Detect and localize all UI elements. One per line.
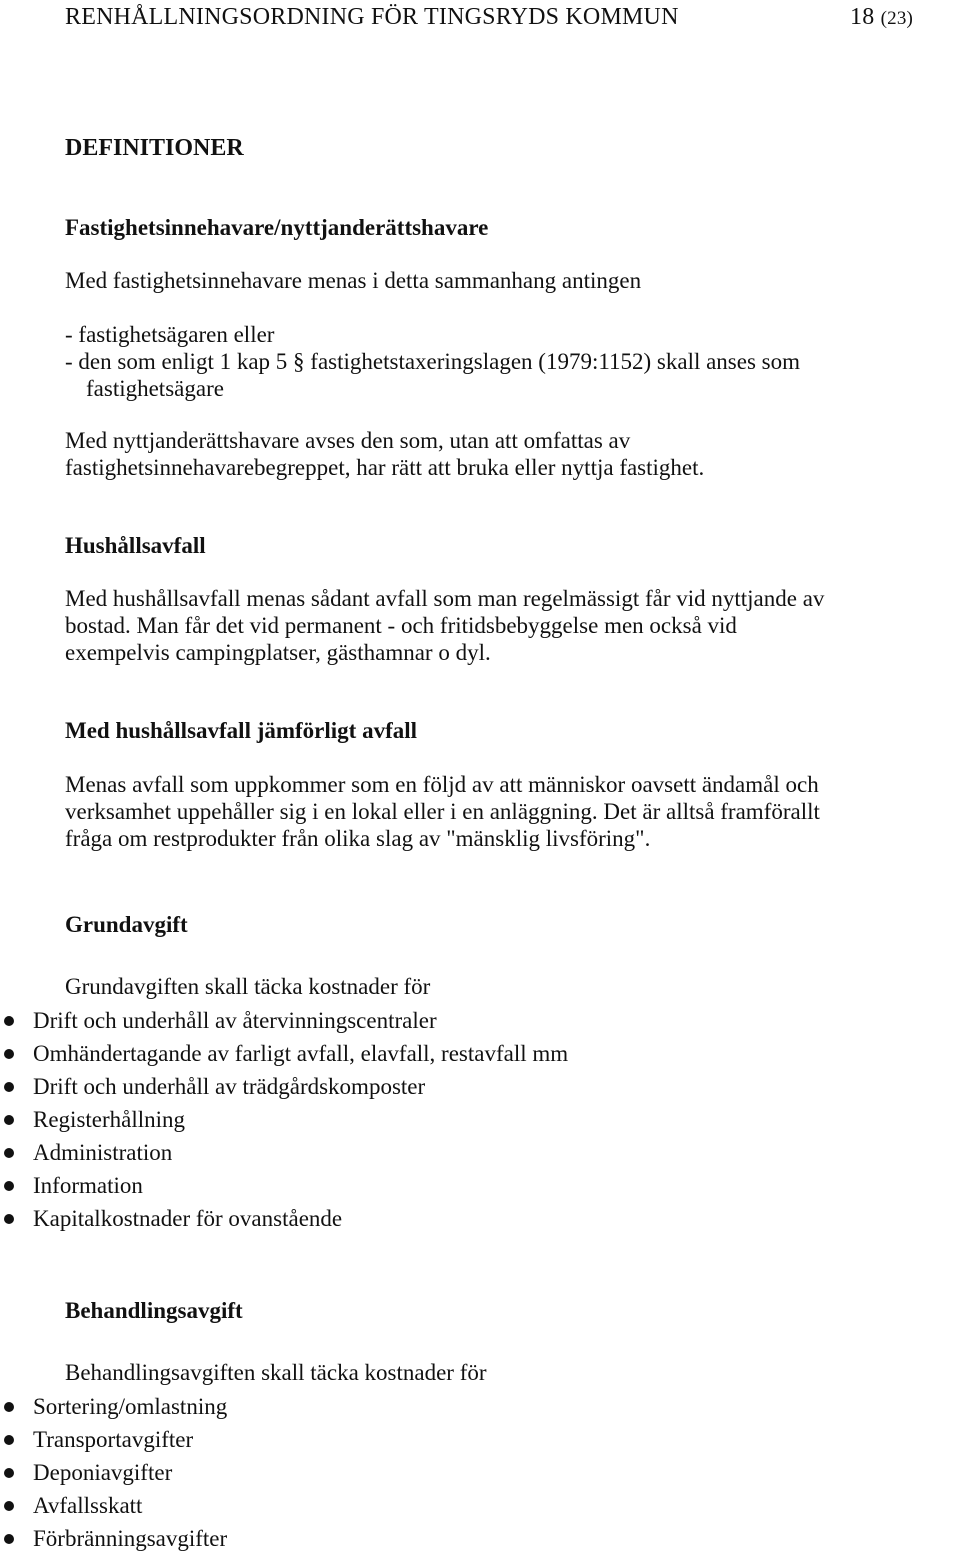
page-total: (23) — [880, 8, 914, 29]
bullet-icon — [4, 1435, 14, 1445]
page-number — [850, 5, 913, 29]
bullet-icon — [4, 1402, 14, 1412]
section-heading-hushallsavfall: Hushållsavfall — [65, 533, 206, 558]
section-heading-fastighetsinnehavare: Fastighetsinnehavare/nyttjanderättshavare — [65, 215, 489, 240]
paragraph-line: Med hushållsavfall menas sådant avfall som man regelmässigt får vid nyttjande av — [65, 586, 825, 611]
paragraph-line: exempelvis campingplatser, gästhamnar o dyl. — [65, 640, 491, 665]
paragraph-line: fråga om restprodukter från olika slag av "mänsklig livsföring". — [65, 826, 651, 851]
section-intro: Med fastighetsinnehavare menas i detta sammanhang antingen — [65, 268, 642, 293]
list-item: Kapitalkostnader för ovanstående — [33, 1206, 343, 1231]
list-item: - den som enligt 1 kap 5 § fastighetstaxeringslagen (1979:1152) skall anses som — [65, 349, 801, 374]
list-item: Sortering/omlastning — [33, 1394, 228, 1419]
paragraph-line: fastighetsinnehavarebegreppet, har rätt att bruka eller nyttja fastighet. — [65, 455, 705, 480]
list-item: Deponiavgifter — [33, 1460, 173, 1485]
bullet-icon — [4, 1214, 14, 1224]
document-header-title: RENHÅLLNINGSORDNING FÖR TINGSRYDS KOMMUN — [65, 4, 679, 30]
list-item: Drift och underhåll av trädgårdskomposter — [33, 1074, 426, 1099]
page-current: 18 — [850, 4, 875, 30]
section-heading-grundavgift: Grundavgift — [65, 912, 188, 937]
bullet-icon — [4, 1115, 14, 1125]
bullet-icon — [4, 1016, 14, 1026]
bullet-icon — [4, 1534, 14, 1544]
list-item: Information — [33, 1173, 143, 1198]
definitions-heading: DEFINITIONER — [65, 135, 244, 161]
list-item: Transportavgifter — [33, 1427, 194, 1452]
bullet-icon — [4, 1082, 14, 1092]
list-item: Administration — [33, 1140, 173, 1165]
list-item: Avfallsskatt — [33, 1493, 143, 1518]
bullet-icon — [4, 1181, 14, 1191]
paragraph-line: Med nyttjanderättshavare avses den som, utan att omfattas av — [65, 428, 631, 453]
bullet-icon — [4, 1501, 14, 1511]
paragraph-line: bostad. Man får det vid permanent - och fritidsbebyggelse men också vid — [65, 613, 737, 638]
section-intro: Behandlingsavgiften skall täcka kostnader för — [65, 1360, 487, 1385]
list-item: - fastighetsägaren eller — [65, 322, 275, 347]
list-item-continuation: fastighetsägare — [86, 376, 224, 401]
bullet-icon — [4, 1049, 14, 1059]
section-heading-jamforligt-avfall: Med hushållsavfall jämförligt avfall — [65, 718, 418, 743]
section-intro: Grundavgiften skall täcka kostnader för — [65, 974, 431, 999]
bullet-icon — [4, 1148, 14, 1158]
list-item: Registerhållning — [33, 1107, 186, 1132]
list-item: Drift och underhåll av återvinningscentraler — [33, 1008, 437, 1033]
list-item: Omhändertagande av farligt avfall, elavfall, restavfall mm — [33, 1041, 569, 1066]
section-heading-behandlingsavgift: Behandlingsavgift — [65, 1298, 243, 1323]
bullet-icon — [4, 1468, 14, 1478]
paragraph-line: verksamhet uppehåller sig i en lokal eller i en anläggning. Det är alltså framförallt — [65, 799, 820, 824]
list-item: Förbränningsavgifter — [33, 1526, 228, 1551]
paragraph-line: Menas avfall som uppkommer som en följd av att människor oavsett ändamål och — [65, 772, 819, 797]
